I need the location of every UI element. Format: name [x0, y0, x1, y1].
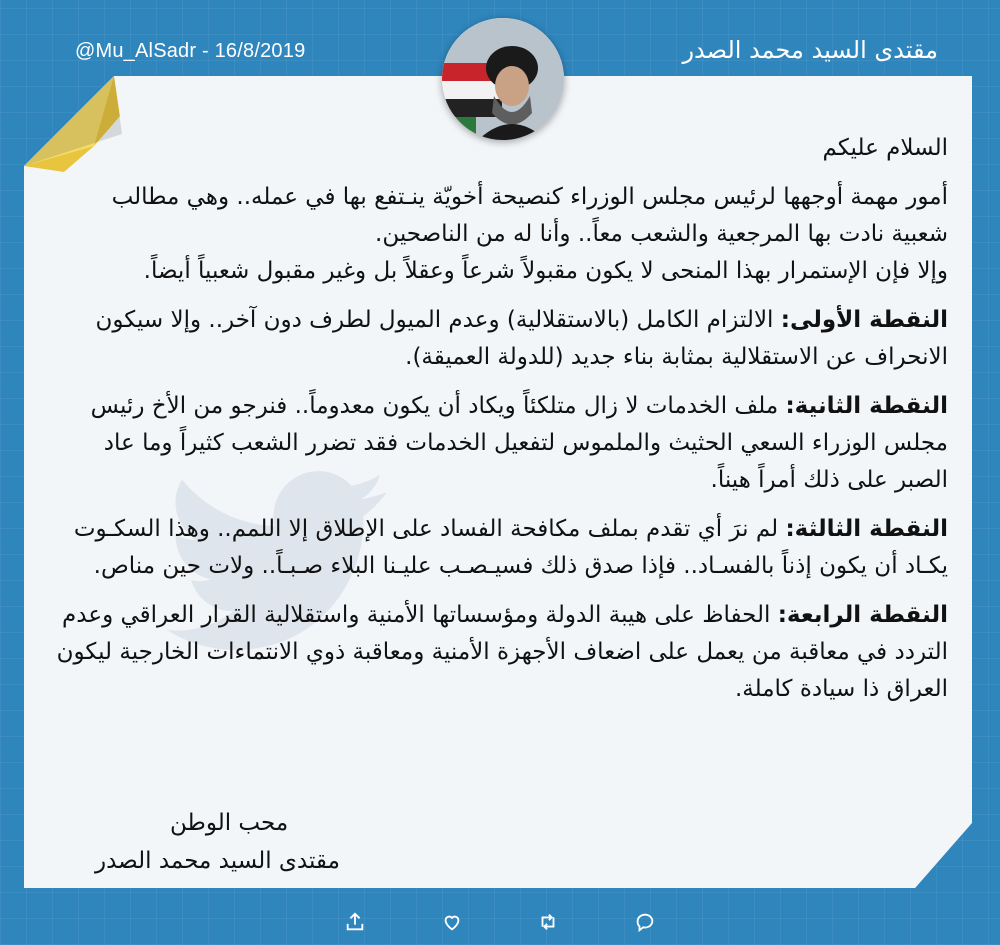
point-4 [50, 597, 948, 708]
greeting: السلام عليكم [822, 135, 948, 161]
tweet-actions [340, 905, 660, 939]
point-1-text: الالتزام الكامل (بالاستقلالية) وعدم الميول لطرف دون آخر.. وإلا سيكون الانحراف عن الاستقلالية بمثابة بناء جديد (للدولة العميقة). [95, 307, 948, 370]
point-3-title: النقطة الثالثة: [785, 516, 948, 542]
intro-paragraph: أمور مهمة أوجهها لرئيس مجلس الوزراء كنصيحة أخويّة ينـتفع بها في عمله.. وهي مطالب شعبية نادت بها المرجعية والشعب معاً.. وأنا له من الناصحين. [111, 184, 948, 247]
point-2-text: ملف الخدمات لا زال متلكئاً ويكاد أن يكون معدوماً.. فنرجو من الأخ رئيس مجلس الوزراء السعي الحثيث والملموس لتفعيل الخدمات فقد تضرر الشعب كثيراً وما عاد الصبر على ذلك أمراً هيناً. [90, 393, 948, 493]
page-curl-icon [24, 76, 124, 176]
avatar[interactable] [442, 18, 564, 140]
point-3 [50, 511, 948, 585]
point-1-title: النقطة الأولى: [780, 307, 948, 333]
share-icon[interactable] [340, 907, 370, 937]
author-name[interactable]: مقتدى السيد محمد الصدر [682, 36, 938, 64]
intro-paragraph-2: وإلا فإن الإستمرار بهذا المنحى لا يكون مقبولاً شرعاً وعقلاً بل وغير مقبول شعبياً أيضاً. [143, 258, 948, 284]
point-3-text: لم نرَ أي تقدم بملف مكافحة الفساد على الإطلاق إلا اللمم.. وهذا السكـوت يكـاد أن يكون إذناً بالفسـاد.. فإذا صدق ذلك فسيـصـب عليـنا البلاء صـبـاً.. ولات حين مناص. [73, 516, 948, 579]
reply-icon[interactable] [630, 907, 660, 937]
letter-body [50, 130, 948, 720]
point-2 [50, 388, 948, 499]
retweet-icon[interactable] [533, 907, 563, 937]
signature-line-1: محب الوطن [170, 810, 289, 836]
point-2-title: النقطة الثانية: [785, 393, 948, 419]
signature-line-2: مقتدى السيد محمد الصدر [95, 848, 340, 874]
point-4-title: النقطة الرابعة: [777, 602, 948, 628]
heart-icon[interactable] [437, 907, 467, 937]
point-1 [50, 302, 948, 376]
point-4-text: الحفاظ على هيبة الدولة ومؤسساتها الأمنية واستقلالية القرار العراقي وعدم التردد في معاقبة من يعمل على اضعاف الأجهزة الأمنية ومعاقبة ذوي الانتماءات الخارجية ليكون العراق ذا سيادة كاملة. [56, 602, 948, 702]
handle-date[interactable]: @Mu_AlSadr - 16/8/2019 [75, 40, 306, 62]
